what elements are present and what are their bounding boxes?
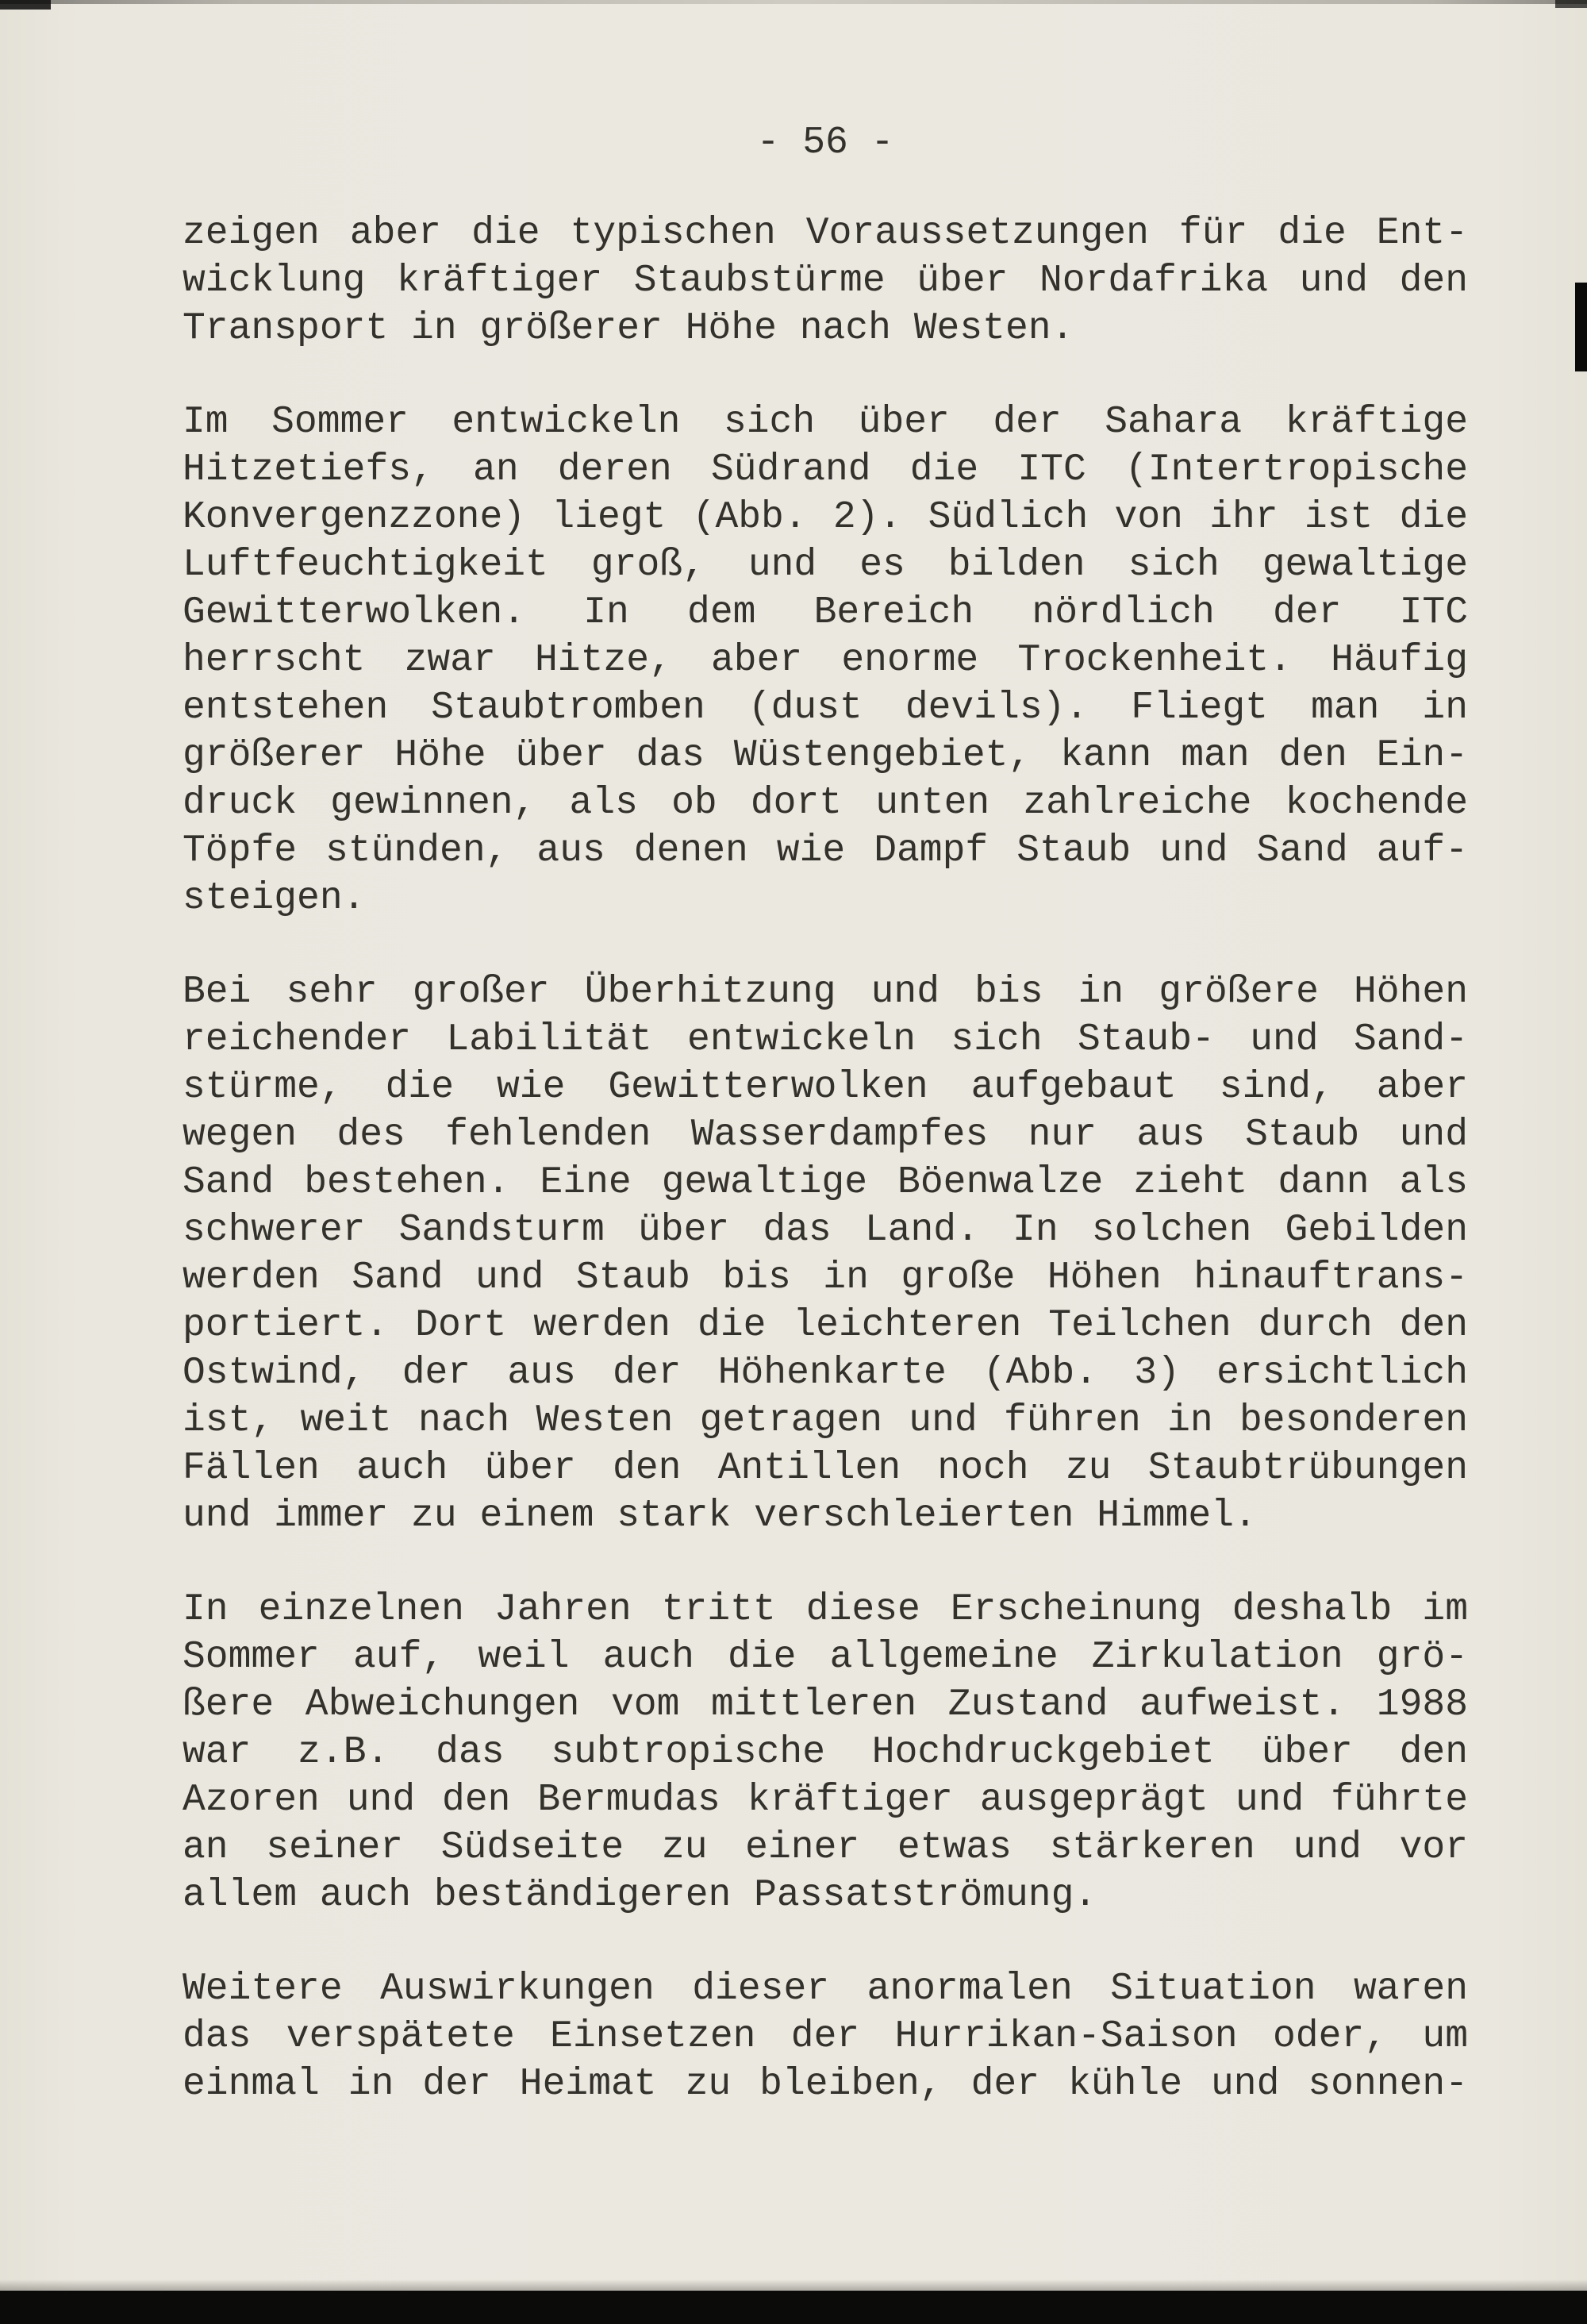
- scan-artifact-top-left: [0, 0, 51, 10]
- text-line: Sommer auf, weil auch die allgemeine Zirkulation grö-: [183, 1636, 1468, 1679]
- text-line: Luftfeuchtigkeit groß, und es bilden sich gewaltige: [183, 544, 1468, 587]
- text-line: Konvergenzzone) liegt (Abb. 2). Südlich von ihr ist die: [183, 496, 1468, 539]
- text-line: war z.B. das subtropische Hochdruckgebiet über den: [183, 1731, 1468, 1774]
- text-line: stürme, die wie Gewitterwolken aufgebaut sind, aber: [183, 1066, 1468, 1109]
- text-line: größerer Höhe über das Wüstengebiet, kann man den Ein-: [183, 734, 1468, 777]
- text-line: Hitzetiefs, an deren Südrand die ITC (Intertropische: [183, 448, 1468, 491]
- text-line: schwerer Sandsturm über das Land. In solchen Gebilden: [183, 1209, 1468, 1252]
- scan-artifact-right-edge: [1575, 283, 1587, 371]
- text-line: das verspätete Einsetzen der Hurrikan-Saison oder, um: [183, 2015, 1468, 2058]
- paragraph: [183, 968, 1468, 1540]
- text-line: Weitere Auswirkungen dieser anormalen Situation waren: [183, 1968, 1468, 2010]
- paragraph: [183, 1965, 1468, 2108]
- scan-artifact-top-right: [1555, 0, 1587, 8]
- text-line: Im Sommer entwickeln sich über der Sahara kräftige: [183, 401, 1468, 444]
- paragraph: [183, 398, 1468, 922]
- text-line: entstehen Staubtromben (dust devils). Fliegt man in: [183, 687, 1468, 729]
- text-line: reichender Labilität entwickeln sich Staub- und Sand-: [183, 1018, 1468, 1061]
- text-line: allem auch beständigeren Passatströmung.: [183, 1874, 1097, 1917]
- text-line: und immer zu einem stark verschleierten Himmel.: [183, 1495, 1257, 1537]
- text-line: Sand bestehen. Eine gewaltige Böenwalze zieht dann als: [183, 1161, 1468, 1204]
- paragraph: [183, 1586, 1468, 1919]
- text-line: werden Sand und Staub bis in große Höhen hinauftrans-: [183, 1256, 1468, 1299]
- text-line: portiert. Dort werden die leichteren Teilchen durch den: [183, 1304, 1468, 1347]
- text-line: Bei sehr großer Überhitzung und bis in größere Höhen: [183, 971, 1468, 1014]
- text-line: Gewitterwolken. In dem Bereich nördlich der ITC: [183, 591, 1468, 634]
- paragraph: [183, 210, 1468, 352]
- text-line: zeigen aber die typischen Voraussetzungen für die Ent-: [183, 212, 1468, 255]
- scan-shadow-bottom: [0, 2280, 1587, 2291]
- text-line: wegen des fehlenden Wasserdampfes nur aus Staub und: [183, 1114, 1468, 1156]
- text-line: ist, weit nach Westen getragen und führen in besonderen: [183, 1399, 1468, 1442]
- text-line: Ostwind, der aus der Höhenkarte (Abb. 3) ersichtlich: [183, 1352, 1468, 1395]
- text-line: einmal in der Heimat zu bleiben, der kühle und sonnen-: [183, 2063, 1468, 2106]
- text-line: Transport in größerer Höhe nach Westen.: [183, 307, 1074, 350]
- text-line: herrscht zwar Hitze, aber enorme Trockenheit. Häufig: [183, 639, 1468, 682]
- text-line: Azoren und den Bermudas kräftiger ausgeprägt und führte: [183, 1779, 1468, 1822]
- text-line: druck gewinnen, als ob dort unten zahlreiche kochende: [183, 782, 1468, 825]
- scan-edge-top: [0, 0, 1587, 4]
- text-line: Fällen auch über den Antillen noch zu Staubtrübungen: [183, 1447, 1468, 1490]
- text-line: Töpfe stünden, aus denen wie Dampf Staub und Sand auf-: [183, 829, 1468, 872]
- text-line: an seiner Südseite zu einer etwas stärkeren und vor: [183, 1826, 1468, 1869]
- text-line: steigen.: [183, 877, 366, 920]
- text-line: wicklung kräftiger Staubstürme über Nordafrika und den: [183, 260, 1468, 302]
- page-number: - 56 -: [756, 121, 894, 164]
- scan-artifact-bottom-bar: [0, 2291, 1587, 2324]
- document-body: [183, 210, 1468, 2108]
- text-line: ßere Abweichungen vom mittleren Zustand aufweist. 1988: [183, 1683, 1468, 1726]
- page-content: [183, 119, 1468, 2154]
- text-line: In einzelnen Jahren tritt diese Erscheinung deshalb im: [183, 1588, 1468, 1631]
